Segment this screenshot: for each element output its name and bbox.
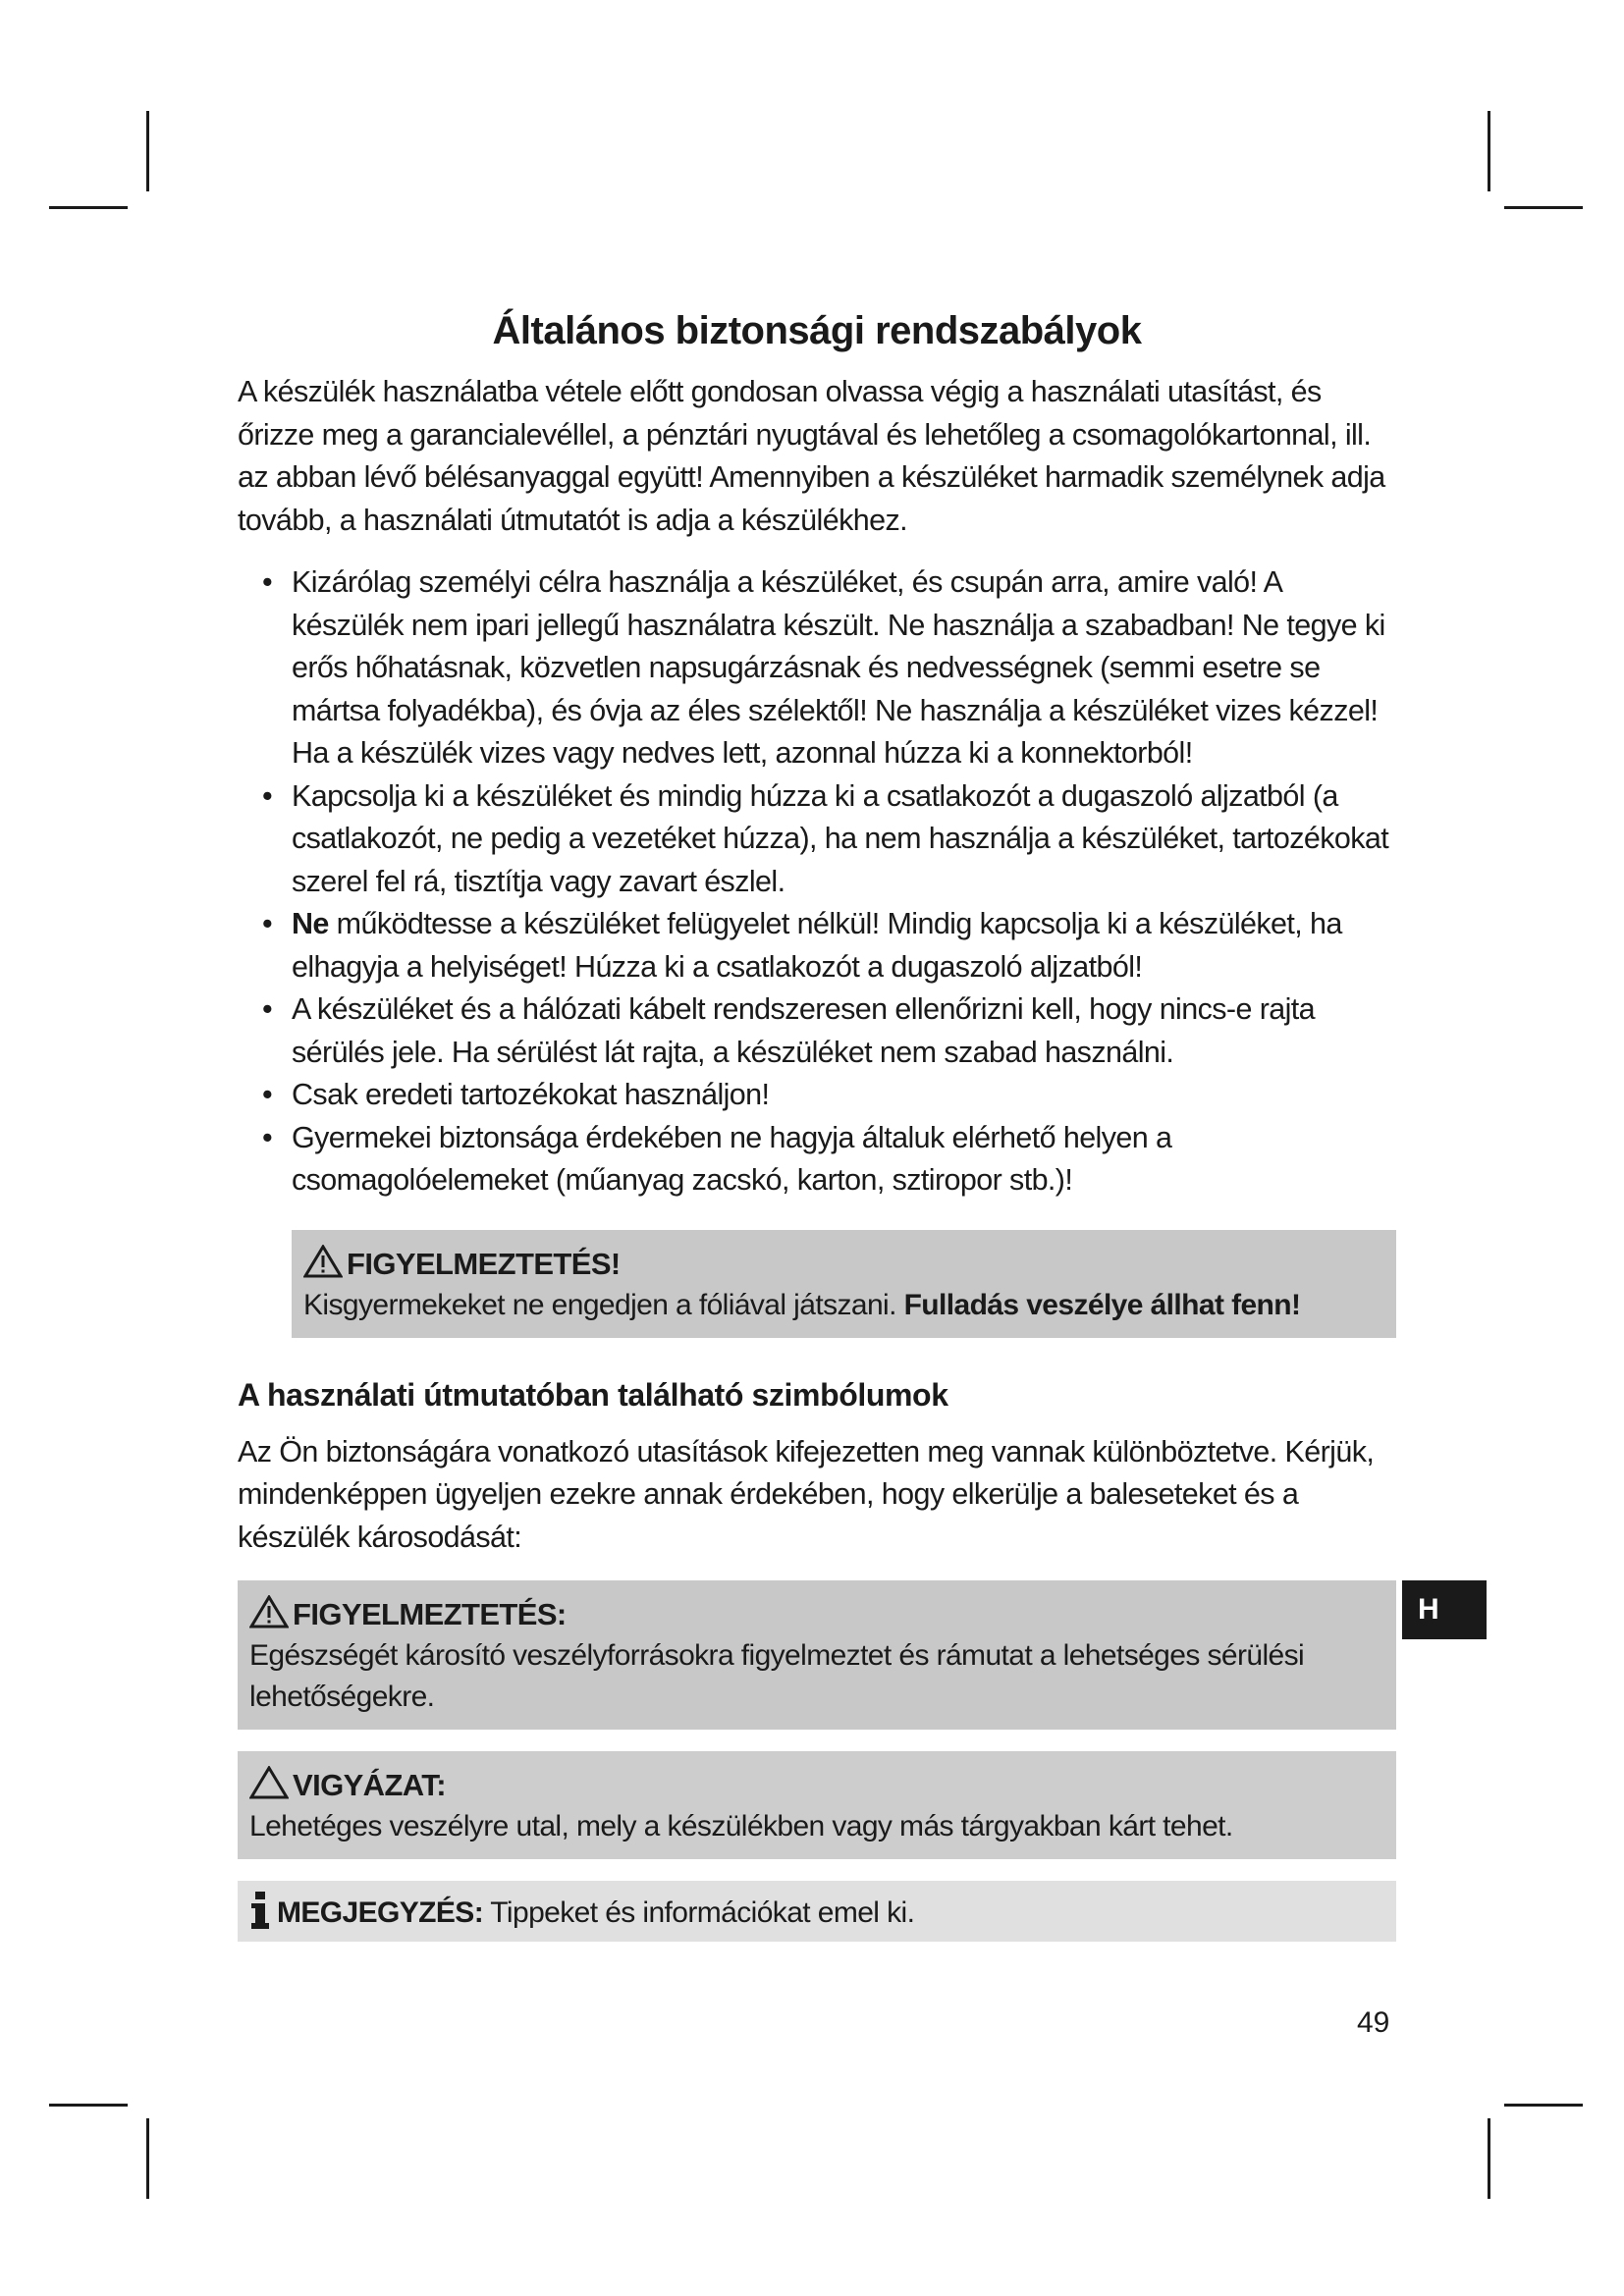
- warning-text: Kisgyermekeket ne engedjen a fóliával játszani.: [303, 1288, 904, 1321]
- warning-heading: FIGYELMEZTETÉS!: [347, 1246, 621, 1281]
- safety-list: [238, 561, 1396, 1202]
- warning-text-bold: Fulladás veszélye állhat fenn!: [903, 1288, 1301, 1321]
- list-item: • Gyermekei biztonsága érdekében ne hagyja általuk elérhető helyen a csomagolóelemeket (műanyag zacskó, karton, sztiropor stb.)!: [262, 1120, 1172, 1197]
- warning-symbol-box: [238, 1580, 1396, 1730]
- list-item: • Kapcsolja ki a készüléket és mindig húzza ki a csatlakozót a dugaszoló aljzatból (a csatlakozót, ne pedig a vezetéket húzza), ha nem használja a készüléket, tartozékokat szerel fel rá, tisztítja vagy zavart észlel.: [262, 778, 1389, 898]
- symbols-section-title: A használati útmutatóban található szimbólumok: [238, 1376, 948, 1413]
- crop-mark: [49, 2104, 128, 2107]
- list-item: • A készüléket és a hálózati kábelt rendszeresen ellenőrizni kell, hogy nincs-e rajta sérülés jele. Ha sérülést lát rajta, a készüléket nem szabad használni.: [262, 992, 1316, 1069]
- page-title: Általános biztonsági rendszabályok: [492, 309, 1142, 352]
- note-symbol-heading: MEGJEGYZÉS:: [277, 1896, 484, 1929]
- info-icon: [249, 1891, 271, 1930]
- note-symbol-box: [238, 1881, 1396, 1942]
- crop-mark: [1504, 2104, 1583, 2107]
- list-item: • Csak eredeti tartozékokat használjon!: [262, 1078, 770, 1111]
- caution-triangle-icon: [249, 1766, 289, 1799]
- list-item: • Kizárólag személyi célra használja a készüléket, és csupán arra, amire való! A készülék nem ipari jellegű használatra készült. Ne használja a szabadban! Ne tegye ki erős hőhatásnak, közvetlen napsugárzásnak és nedvességnek (semmi esetre se mártsa folyadékba), és óvja az éles szélektől! Ne használja a készüléket vizes kézzel! Ha a készülék vizes vagy nedves lett, azonnal húzza ki a konnektorból!: [262, 565, 1385, 770]
- crop-mark: [1488, 111, 1490, 191]
- warning-triangle-icon: [249, 1595, 289, 1629]
- warning-symbol-heading: FIGYELMEZTETÉS:: [293, 1597, 567, 1631]
- crop-mark: [146, 2118, 149, 2199]
- crop-mark: [49, 206, 128, 209]
- foil-warning-box: [292, 1230, 1396, 1338]
- page-number: 49: [1357, 2006, 1390, 2039]
- symbols-intro: Az Ön biztonságára vonatkozó utasítások kifejezetten meg vannak különböztetve. Kérjük, mindenképpen ügyeljen ezekre annak érdekében, hogy elkerülje a baleseteket és a készülék károsodását:: [238, 1434, 1375, 1554]
- crop-mark: [1504, 206, 1583, 209]
- list-item: • Ne működtesse a készüléket felügyelet nélkül! Mindig kapcsolja ki a készüléket, ha elhagyja a helyiséget! Húzza ki a csatlakozót a dugaszoló aljzatból!: [262, 907, 1342, 984]
- intro-paragraph: A készülék használatba vétele előtt gondosan olvassa végig a használati utasítást, és őrizze meg a garancialevéllel, a pénztári nyugtával és lehetőleg a csomagolókartonnal, ill. az abban lévő bélésanyaggal együtt! Amennyiben a készüléket harmadik személynek adja tovább, a használati útmutatót is adja a készülékhez.: [238, 375, 1385, 537]
- crop-mark: [146, 111, 149, 191]
- page-content: [238, 309, 1396, 1942]
- note-symbol-text: Tippeket és információkat emel ki.: [483, 1896, 915, 1929]
- warning-triangle-icon: [303, 1245, 343, 1278]
- caution-symbol-heading: VIGYÁZAT:: [293, 1768, 446, 1802]
- crop-mark: [1488, 2118, 1490, 2199]
- warning-symbol-text: Egészségét károsító veszélyforrásokra figyelmeztet és rámutat a lehetséges sérülési lehetőségekre.: [249, 1639, 1305, 1713]
- caution-symbol-text: Lehetéges veszélyre utal, mely a készülékben vagy más tárgyakban kárt tehet.: [249, 1810, 1233, 1842]
- language-tab: H: [1402, 1580, 1487, 1639]
- caution-symbol-box: [238, 1751, 1396, 1859]
